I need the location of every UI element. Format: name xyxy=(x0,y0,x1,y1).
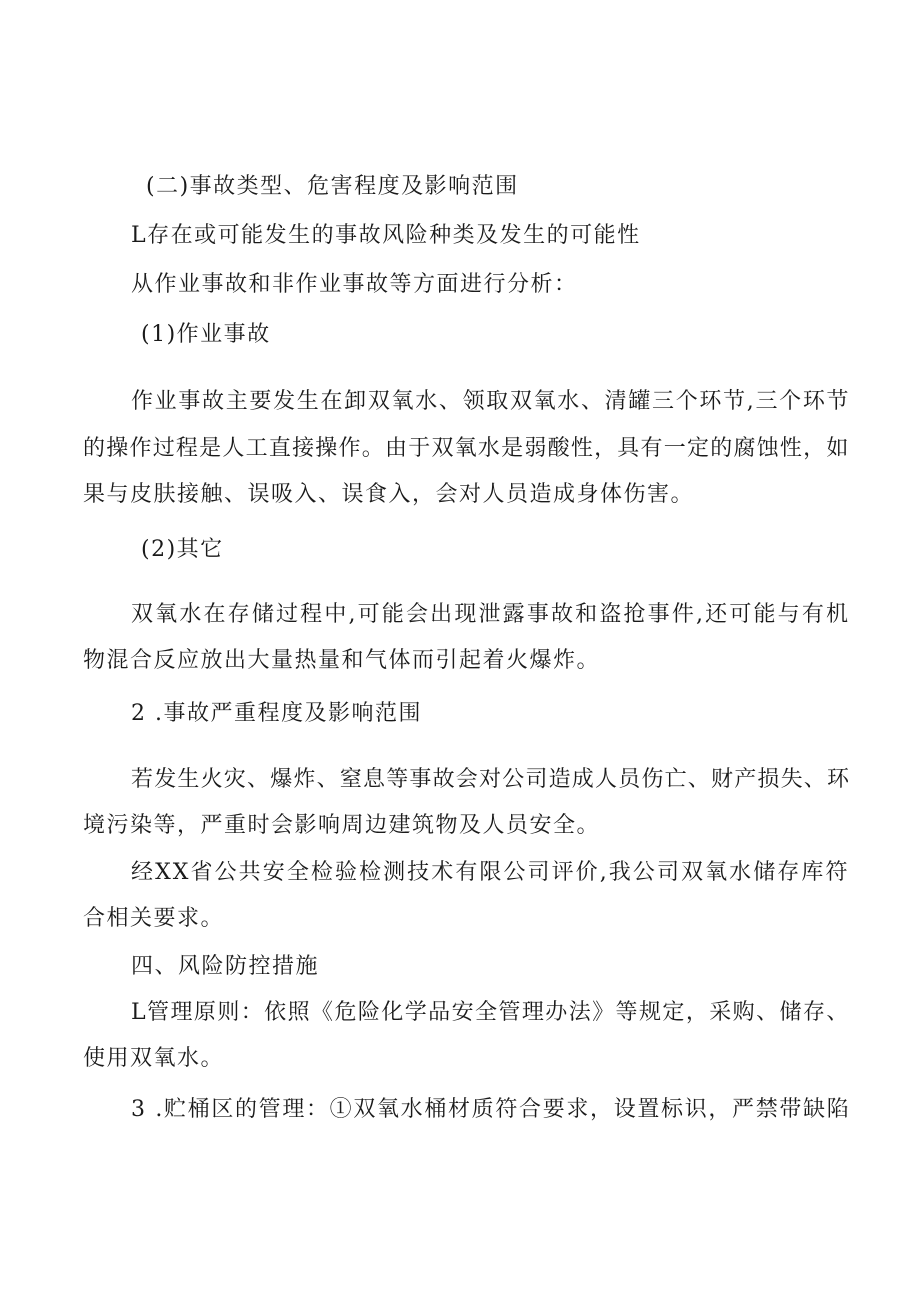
section-2-heading: (二)事故类型、危害程度及影响范围 xyxy=(146,174,519,199)
section-4-heading: 四、风险防控措施 xyxy=(131,954,320,979)
measure-3-para-line-1: 3 .贮桶区的管理：①双氧水桶材质符合要求，设置标识，严禁带缺陷 xyxy=(131,1097,851,1122)
sub-1-para-line-3: 果与皮肤接触、误吸入、误食入，会对人员造成身体伤害。 xyxy=(83,482,695,507)
item-1-intro: 从作业事故和非作业事故等方面进行分析： xyxy=(131,272,578,297)
sub-2-para-line-1: 双氧水在存储过程中,可能会出现泄露事故和盗抢事件,还可能与有机 xyxy=(131,602,851,627)
sub-2-heading: (2)其它 xyxy=(141,537,224,562)
item-2-para-line-1: 若发生火灾、爆炸、窒息等事故会对公司造成人员伤亡、财产损失、环 xyxy=(131,767,851,792)
sub-1-heading: (1)作业事故 xyxy=(141,322,271,347)
item-2-para-line-2: 境污染等，严重时会影响周边建筑物及人员安全。 xyxy=(83,813,601,838)
measure-1-para-line-2: 使用双氧水。 xyxy=(83,1046,225,1071)
item-1-heading: L存在或可能发生的事故风险种类及发生的可能性 xyxy=(131,223,641,248)
evaluation-para-line-2: 合相关要求。 xyxy=(83,906,225,931)
sub-2-para-line-2: 物混合反应放出大量热量和气体而引起着火爆炸。 xyxy=(83,648,601,673)
sub-1-para-line-2: 的操作过程是人工直接操作。由于双氧水是弱酸性，具有一定的腐蚀性，如 xyxy=(83,436,850,461)
evaluation-para-line-1: 经XX省公共安全检验检测技术有限公司评价,我公司双氧水储存库符 xyxy=(131,860,850,885)
item-2-heading: 2 .事故严重程度及影响范围 xyxy=(131,701,422,726)
measure-1-para-line-1: L管理原则：依照《危险化学品安全管理办法》等规定，采购、储存、 xyxy=(131,1000,850,1025)
sub-1-para-line-1: 作业事故主要发生在卸双氧水、领取双氧水、清罐三个环节,三个环节 xyxy=(131,389,851,414)
